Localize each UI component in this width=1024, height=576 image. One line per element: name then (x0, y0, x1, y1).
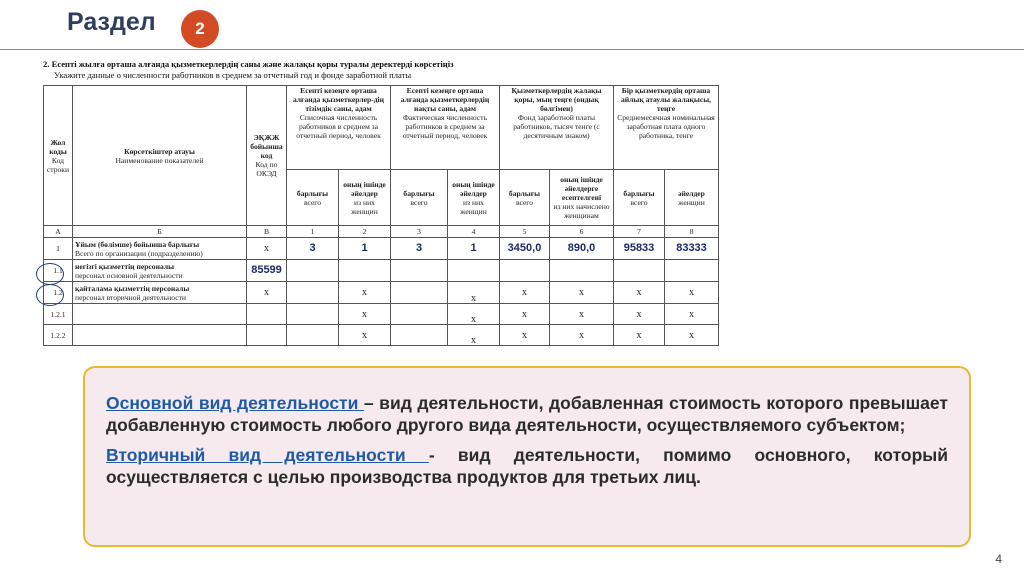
form-heading-kz: 2. Есепті жылға орташа алғанда қызметкерлердің саны және жалақы қоры туралы деректерді көрсетіңіз (43, 59, 454, 69)
header-women: әйелдер женщин (665, 170, 719, 226)
table-cell (391, 282, 448, 304)
table-cell: х (500, 282, 550, 304)
header-okved-code: ЭҚЖЖ бойынша код Код по ОКЭД (247, 86, 287, 226)
table-cell (391, 260, 448, 282)
column-index: Б (73, 226, 247, 238)
table-cell: 83333 (665, 238, 719, 260)
header-total: барлығы всего (500, 170, 550, 226)
table-cell: х (614, 304, 665, 325)
row-code: 1.2.1 (44, 304, 73, 325)
table-cell (247, 304, 287, 325)
table-cell (391, 325, 448, 346)
term-secondary-activity: Вторичный вид деятельности (106, 445, 429, 465)
table-cell: х (614, 325, 665, 346)
table-cell: х (665, 304, 719, 325)
table-cell: 3450,0 (500, 238, 550, 260)
row-name: негізгі қызметтің персоналы персонал основной деятельности (73, 260, 247, 282)
row-code: 1.1 (44, 260, 73, 282)
row-name (73, 325, 247, 346)
definition-secondary-activity (106, 444, 948, 488)
table-cell: х (247, 238, 287, 260)
table-cell (665, 260, 719, 282)
table-row (44, 238, 719, 260)
table-row (44, 325, 719, 346)
page-title: Раздел (67, 8, 156, 36)
table-cell (550, 260, 614, 282)
table-cell: х (500, 325, 550, 346)
table-cell: 95833 (614, 238, 665, 260)
table-cell (448, 260, 500, 282)
table-cell (500, 260, 550, 282)
header-women-fund: оның ішінде әйелдерге есептелгені из них начислено женщинам (550, 170, 614, 226)
row-code: 1 (44, 238, 73, 260)
column-index: 8 (665, 226, 719, 238)
table-cell (247, 325, 287, 346)
table-cell (287, 282, 339, 304)
form-heading-ru: Укажите данные о численности работников в среднем за отчетный год и фонде заработной платы (54, 70, 412, 80)
column-index-row (44, 226, 719, 238)
table-cell: х (550, 282, 614, 304)
table-cell (391, 304, 448, 325)
table-cell: х (550, 304, 614, 325)
table-cell: 1 (448, 238, 500, 260)
term-primary-activity: Основной вид деятельности (106, 393, 364, 413)
header-women: оның ішінде әйелдер из них женщин (448, 170, 500, 226)
table-cell: х (448, 304, 500, 325)
column-index: 5 (500, 226, 550, 238)
table-cell: 1 (339, 238, 391, 260)
header-list-headcount: Есепті кезеңге орташа алғанда қызметкерлер-дің тізімдік саны, адам Списочная численность работников в среднем за отчетный период, человек (287, 86, 391, 170)
header-total: барлығы всего (614, 170, 665, 226)
table-cell: х (339, 325, 391, 346)
table-cell (287, 304, 339, 325)
table-cell (339, 260, 391, 282)
table-cell: 85599 (247, 260, 287, 282)
column-index: 3 (391, 226, 448, 238)
column-index: В (247, 226, 287, 238)
header-total: барлығы всего (391, 170, 448, 226)
table-row (44, 304, 719, 325)
highlight-circle-row-1-2 (36, 284, 64, 306)
page-number: 4 (995, 552, 1002, 566)
column-index: 4 (448, 226, 500, 238)
definition-text: – вид деятельности, добавленная стоимость которого превышает добавленную стоимость любого другого вида деятельности, осуществляемого субъектом; (106, 393, 948, 435)
table-cell (614, 260, 665, 282)
definition-primary-activity (106, 392, 948, 436)
table-cell: х (339, 282, 391, 304)
row-name (73, 304, 247, 325)
column-index: 1 (287, 226, 339, 238)
table-cell: х (247, 282, 287, 304)
table-cell: х (665, 282, 719, 304)
table-cell: 3 (287, 238, 339, 260)
title-divider (0, 49, 1024, 50)
header-indicator-name: Көрсеткіштер атауы Наименование показателей (73, 86, 247, 226)
definitions-box (83, 366, 971, 547)
header-wage-fund: Қызметкерлердің жалақы қоры, мың теңге (ондық бөлгімен) Фонд заработной платы работников, тысяч тенге (с десятичным знаком) (500, 86, 614, 170)
header-women: оның ішінде әйелдер из них женщин (339, 170, 391, 226)
header-row-code: Жол коды Код строки (44, 86, 73, 226)
row-name: қайталама қызметтің персоналы персонал вторичной деятельности (73, 282, 247, 304)
table-cell: х (448, 282, 500, 304)
table-cell (287, 260, 339, 282)
header-average-wage: Бір қызметкердің орташа айлық атаулы жалақысы, теңге Среднемесячная номинальная заработная плата одного работника, тенге (614, 86, 719, 170)
column-index: 7 (614, 226, 665, 238)
table-cell: х (550, 325, 614, 346)
highlight-circle-row-1-1 (36, 263, 64, 285)
statistics-form-table (43, 85, 719, 346)
table-cell: х (339, 304, 391, 325)
table-cell: х (448, 325, 500, 346)
header-actual-headcount: Есепті кезеңге орташа алғанда қызметкерлердің нақты саны, адам Фактическая численность работников в среднем за отчетный период, человек (391, 86, 500, 170)
table-cell: х (665, 325, 719, 346)
column-index: А (44, 226, 73, 238)
table-cell: 890,0 (550, 238, 614, 260)
header-total: барлығы всего (287, 170, 339, 226)
column-index: 6 (550, 226, 614, 238)
column-index: 2 (339, 226, 391, 238)
table-cell (287, 325, 339, 346)
definition-text: - вид деятельности, помимо основного, который осуществляется с целью производства продуктов для третьих лиц. (106, 445, 948, 487)
table-cell: х (500, 304, 550, 325)
row-code: 1.2.2 (44, 325, 73, 346)
table-row (44, 282, 719, 304)
row-name: Ұйым (бөлімше) бойынша барлығы Всего по организации (подразделению) (73, 238, 247, 260)
table-cell: х (614, 282, 665, 304)
section-number-badge: 2 (181, 10, 219, 48)
row-code: 1.2 (44, 282, 73, 304)
form-heading (43, 59, 454, 81)
table-row (44, 260, 719, 282)
table-cell: 3 (391, 238, 448, 260)
